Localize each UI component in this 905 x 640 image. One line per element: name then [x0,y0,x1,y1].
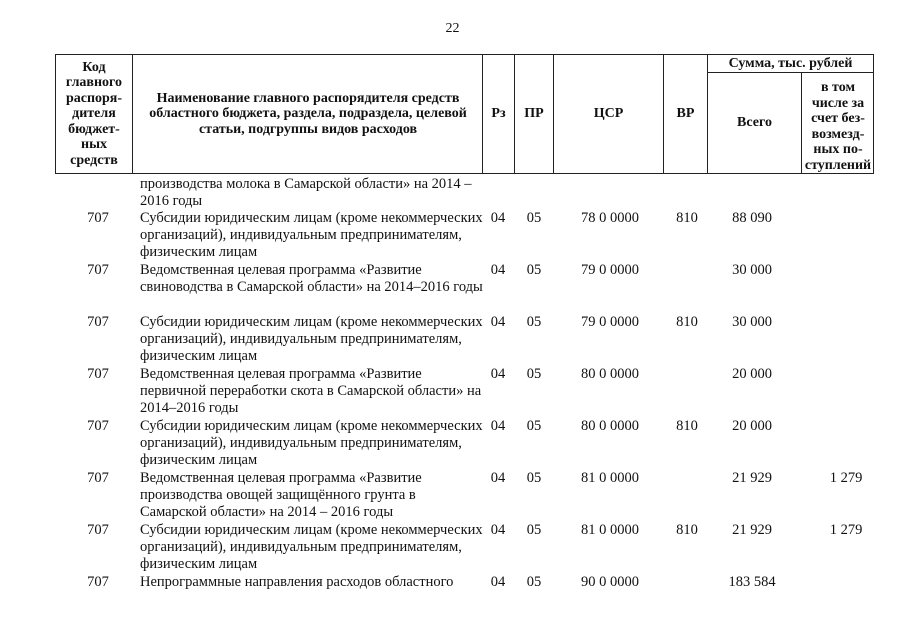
cell-rz: 04 [490,574,506,590]
cell-name: Ведомственная целевая программа «Развитие производства овощей защищённого грунта в Самарской области» на 2014 – 2016 годы [140,470,422,520]
cell-total: 30 000 [732,262,772,278]
cell-total: 21 929 [732,470,772,486]
cell-name: производства молока в Самарской области» на 2014 – 2016 годы [140,176,472,209]
cell-rz: 04 [490,418,506,434]
header-rz: Рз [491,106,506,122]
cell-csr: 81 0 0000 [581,470,639,486]
cell-rz: 04 [490,262,506,278]
cell-rz: 04 [490,522,506,538]
cell-rz: 04 [490,470,506,486]
col-border [55,54,56,174]
header-pr: ПР [524,106,544,122]
cell-vr: 810 [676,418,698,434]
cell-code: 707 [87,522,109,538]
cell-total: 30 000 [732,314,772,330]
cell-code: 707 [87,418,109,434]
cell-code: 707 [87,470,109,486]
header-sum-group: Сумма, тыс. рублей [728,55,853,71]
cell-vr: 810 [676,314,698,330]
header-free: в том числе за счет без-возмезд-ных по-ступлений [804,80,872,173]
cell-name: Субсидии юридическим лицам (кроме некоммерческих организаций), индивидуальным предпринимателям, физическим лицам [140,210,483,260]
cell-csr: 78 0 0000 [581,210,639,226]
cell-free: 1 279 [829,470,863,486]
col-border [873,54,874,174]
header-total: Всего [737,115,772,131]
cell-rz: 04 [490,210,506,226]
header-bottom-border [55,173,873,174]
header-code: Код главного распоря-дителя бюджет-ных средств [65,59,123,168]
cell-rz: 04 [490,314,506,330]
col-border [801,72,802,174]
header-csr: ЦСР [593,106,624,122]
cell-rz: 04 [490,366,506,382]
cell-name: Субсидии юридическим лицам (кроме некоммерческих организаций), индивидуальным предпринимателям, физическим лицам [140,522,483,572]
cell-total: 20 000 [732,366,772,382]
cell-name: Ведомственная целевая программа «Развитие первичной переработки скота в Самарской области» на 2014–2016 годы [140,366,482,416]
header-vr: ВР [676,106,695,122]
cell-code: 707 [87,314,109,330]
page-number: 22 [445,21,460,36]
cell-total: 183 584 [728,574,776,590]
cell-code: 707 [87,210,109,226]
cell-pr: 05 [526,470,542,486]
cell-pr: 05 [526,210,542,226]
cell-vr: 810 [676,522,698,538]
cell-pr: 05 [526,366,542,382]
cell-total: 21 929 [732,522,772,538]
cell-total: 20 000 [732,418,772,434]
cell-code: 707 [87,574,109,590]
cell-pr: 05 [526,574,542,590]
cell-code: 707 [87,262,109,278]
cell-csr: 80 0 0000 [581,366,639,382]
cell-csr: 79 0 0000 [581,314,639,330]
cell-pr: 05 [526,314,542,330]
cell-pr: 05 [526,522,542,538]
cell-name: Ведомственная целевая программа «Развитие свиноводства в Самарской области» на 2014–2016 годы [140,262,483,295]
cell-total: 88 090 [732,210,772,226]
cell-code: 707 [87,366,109,382]
cell-name: Субсидии юридическим лицам (кроме некоммерческих организаций), индивидуальным предпринимателям, физическим лицам [140,418,483,468]
cell-csr: 90 0 0000 [581,574,639,590]
cell-pr: 05 [526,262,542,278]
cell-pr: 05 [526,418,542,434]
cell-csr: 80 0 0000 [581,418,639,434]
cell-csr: 79 0 0000 [581,262,639,278]
cell-csr: 81 0 0000 [581,522,639,538]
cell-name: Субсидии юридическим лицам (кроме некоммерческих организаций), индивидуальным предпринимателям, физическим лицам [140,314,483,364]
cell-free: 1 279 [829,522,863,538]
cell-vr: 810 [676,210,698,226]
col-border [132,54,133,174]
cell-name: Непрограммные направления расходов областного [140,574,454,590]
header-name: Наименование главного распорядителя средств областного бюджета, раздела, подраздела, целевой статьи, подгруппы видов расходов [149,90,467,137]
